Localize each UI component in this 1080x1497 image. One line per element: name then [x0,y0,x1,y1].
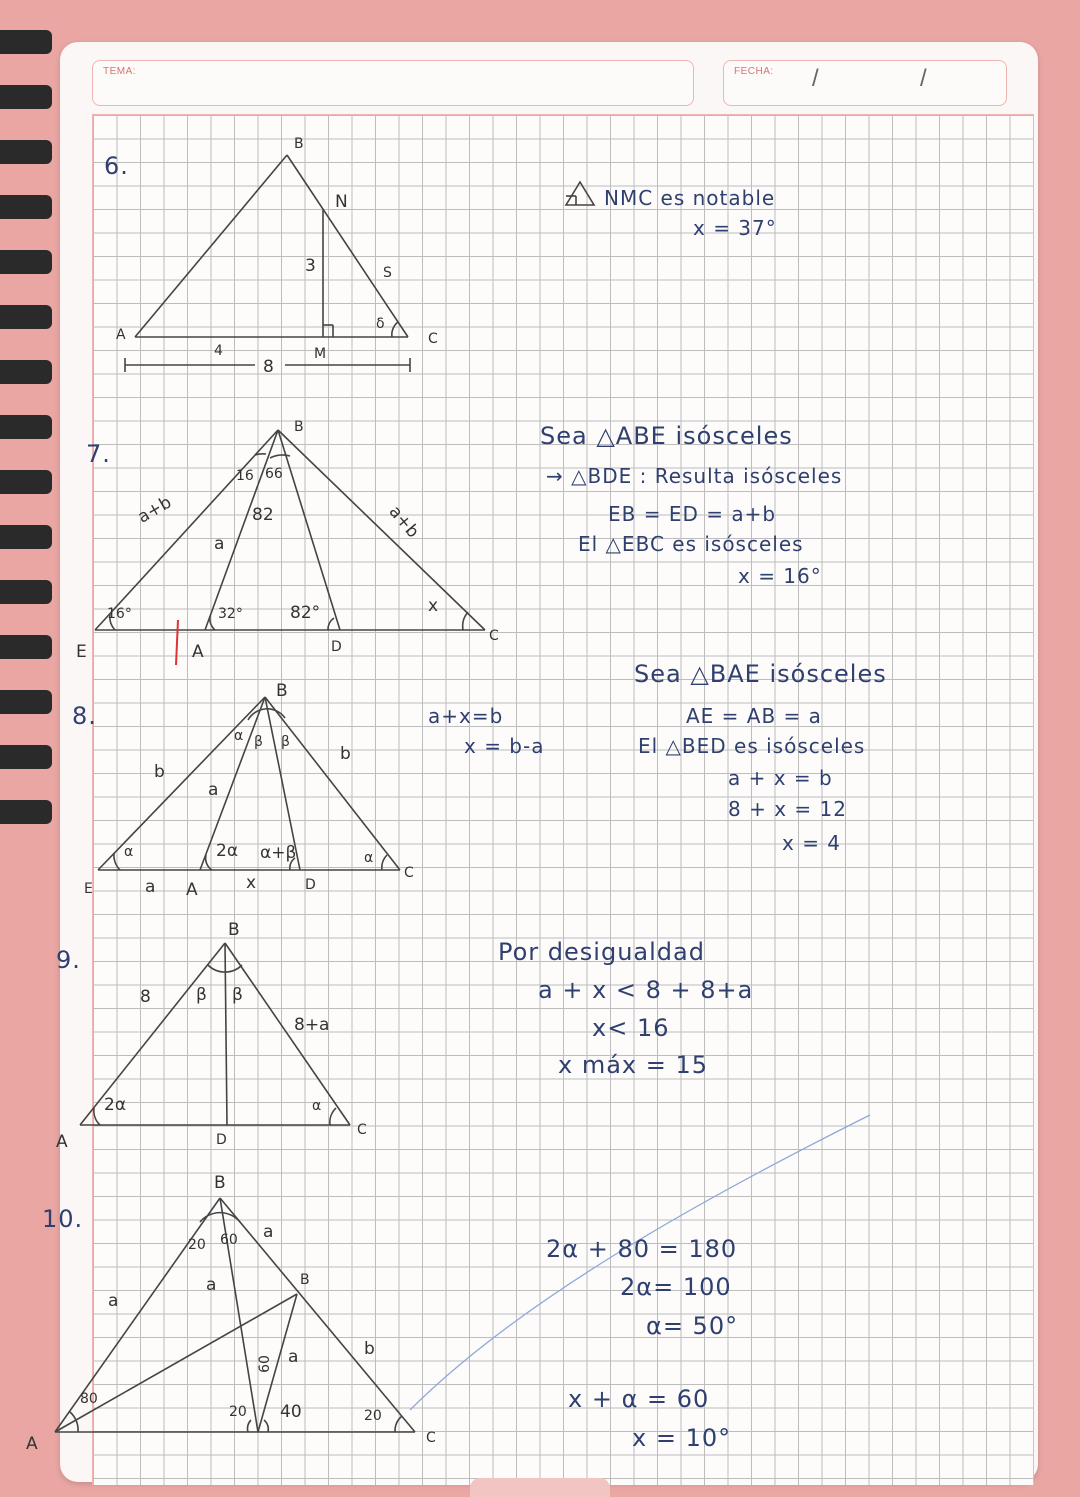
p10-angle-40: 40 [280,1402,302,1422]
p10-side-a-left: a [108,1291,119,1311]
p7-angle-x: x [428,596,439,616]
p9-vertex-c: C [357,1122,367,1138]
p7-side-ab-left: a+b [134,492,176,528]
p8-vertex-b: B [276,681,288,701]
p9-angle-alpha: α [312,1098,322,1114]
p6-vertex-a: A [116,327,126,343]
p7-point-a: A [192,642,204,662]
p7-vertex-b: B [294,419,304,435]
p10-point-b: B [300,1272,310,1288]
p10-solution-line-2: 2α= 100 [620,1273,732,1301]
p8-solution-line-1: Sea △BAE isósceles [634,660,887,688]
p7-angle-82: 82° [290,603,321,623]
p10-solution-line-3: α= 50° [646,1312,739,1340]
p8-segment-a-base: a [145,877,156,897]
fecha-label: FECHA: [734,66,774,77]
p9-side-8a: 8+a [294,1015,330,1035]
p8-angle-beta-1: β [254,734,263,750]
p9-solution-line-2: a + x < 8 + 8+a [538,976,754,1004]
p8-angle-alpha-e: α [124,844,134,860]
p8-vertex-e: E [84,881,93,897]
p10-vertex-a: A [26,1434,38,1454]
p7-angle-82-top: 82 [252,505,274,525]
figure-8-triangle [98,697,400,870]
p10-segment-a-mid: a [206,1275,217,1295]
p7-solution-line-2: → △BDE : Resulta isósceles [546,464,843,488]
p7-solution-line-1: Sea △ABE isósceles [540,422,793,450]
problem-10-number: 10. [42,1205,84,1233]
p8-segment-x: x [246,873,257,893]
p7-angle-16-e: 16° [107,606,132,622]
p8-solution-line-6: x = 4 [782,831,842,855]
p8-segment-a-mid: a [208,780,219,800]
p9-solution-line-3: x< 16 [592,1014,670,1042]
p7-point-d: D [331,639,342,655]
p7-angle-32: 32° [218,606,243,622]
p10-solution-line-1: 2α + 80 = 180 [546,1235,738,1263]
p9-vertex-b: B [228,920,240,940]
p9-solution-line-4: x máx = 15 [558,1051,709,1079]
p7-vertex-e: E [76,642,87,662]
p10-angle-60: 60 [220,1232,238,1248]
tema-label: TEMA: [103,66,137,77]
problem-8-number: 8. [72,702,97,730]
p7-segment-a: a [214,534,225,554]
p8-angle-2alpha: 2α [216,841,239,861]
p7-angle-16-b: 16 [236,468,254,484]
problem-6-number: 6. [104,152,129,180]
p9-side-8: 8 [140,987,151,1007]
p8-note-line-2: x = b-a [464,734,545,758]
p10-side-a-top: a [263,1222,274,1242]
p9-angle-beta-1: β [196,985,207,1005]
fecha-slash-1: / [812,65,820,92]
p6-angle-label: δ [376,316,385,332]
p8-solution-line-3: El △BED es isósceles [638,734,866,758]
p8-solution-line-2: AE = AB = a [686,704,822,728]
p8-solution-line-4: a + x = b [728,766,833,790]
p9-solution-line-1: Por desigualdad [498,938,705,966]
p10-angle-80: 80 [80,1391,98,1407]
p9-point-d: D [216,1132,227,1148]
p8-side-b-left: b [154,762,165,782]
p6-vertex-c: C [428,331,438,347]
p9-vertex-a: A [56,1132,68,1152]
fecha-slash-2: / [920,65,928,92]
p8-vertex-c: C [404,865,414,881]
p9-angle-beta-2: β [232,985,243,1005]
p8-point-a: A [186,880,198,900]
p6-length-8: 8 [263,357,274,377]
p8-note-line-1: a+x=b [428,704,504,728]
p8-angle-alpha-c: α [364,850,374,866]
p7-side-ab-right: a+b [384,501,423,543]
p7-vertex-c: C [489,628,499,644]
p10-solution-line-4: x + α = 60 [568,1385,710,1413]
p10-segment-a-low: a [288,1347,299,1367]
p8-angle-alpha-top: α [234,728,244,744]
p10-solution-line-5: x = 10° [632,1424,732,1452]
problem-7-number: 7. [86,440,111,468]
p10-vertex-c: C [426,1430,436,1446]
p10-angle-60-b: 60 [256,1355,273,1373]
p8-angle-alpha-beta: α+β [260,843,297,863]
figure-7-triangle [95,430,485,665]
p6-point-s: S [383,265,392,281]
p7-solution-line-3: EB = ED = a+b [608,502,777,526]
p6-length-3: 3 [305,256,316,276]
p8-side-b-right: b [340,744,351,764]
p8-solution-line-5: 8 + x = 12 [728,797,847,821]
p6-length-4: 4 [214,343,223,359]
p8-point-d: D [305,877,316,893]
p10-angle-20-c: 20 [364,1408,382,1424]
p7-angle-66: 66 [265,466,283,482]
p6-vertex-b: B [294,136,304,152]
p7-solution-line-5: x = 16° [738,564,822,588]
p6-solution-line-2: x = 37° [693,216,777,240]
p10-angle-20-b: 20 [229,1404,247,1420]
p6-solution-line-1: NMC es notable [604,186,776,210]
p6-point-n: N [335,192,348,212]
p10-vertex-b-top: B [214,1173,226,1193]
notebook-brand-logo [470,1478,610,1497]
p10-side-b: b [364,1339,375,1359]
p10-angle-20: 20 [188,1237,206,1253]
problem-9-number: 9. [56,946,81,974]
p9-angle-2alpha: 2α [104,1095,127,1115]
figure-6-triangle [125,155,594,372]
p7-solution-line-4: El △EBC es isósceles [578,532,804,556]
p6-point-m: M [314,346,327,362]
p8-angle-beta-2: β [281,734,290,750]
